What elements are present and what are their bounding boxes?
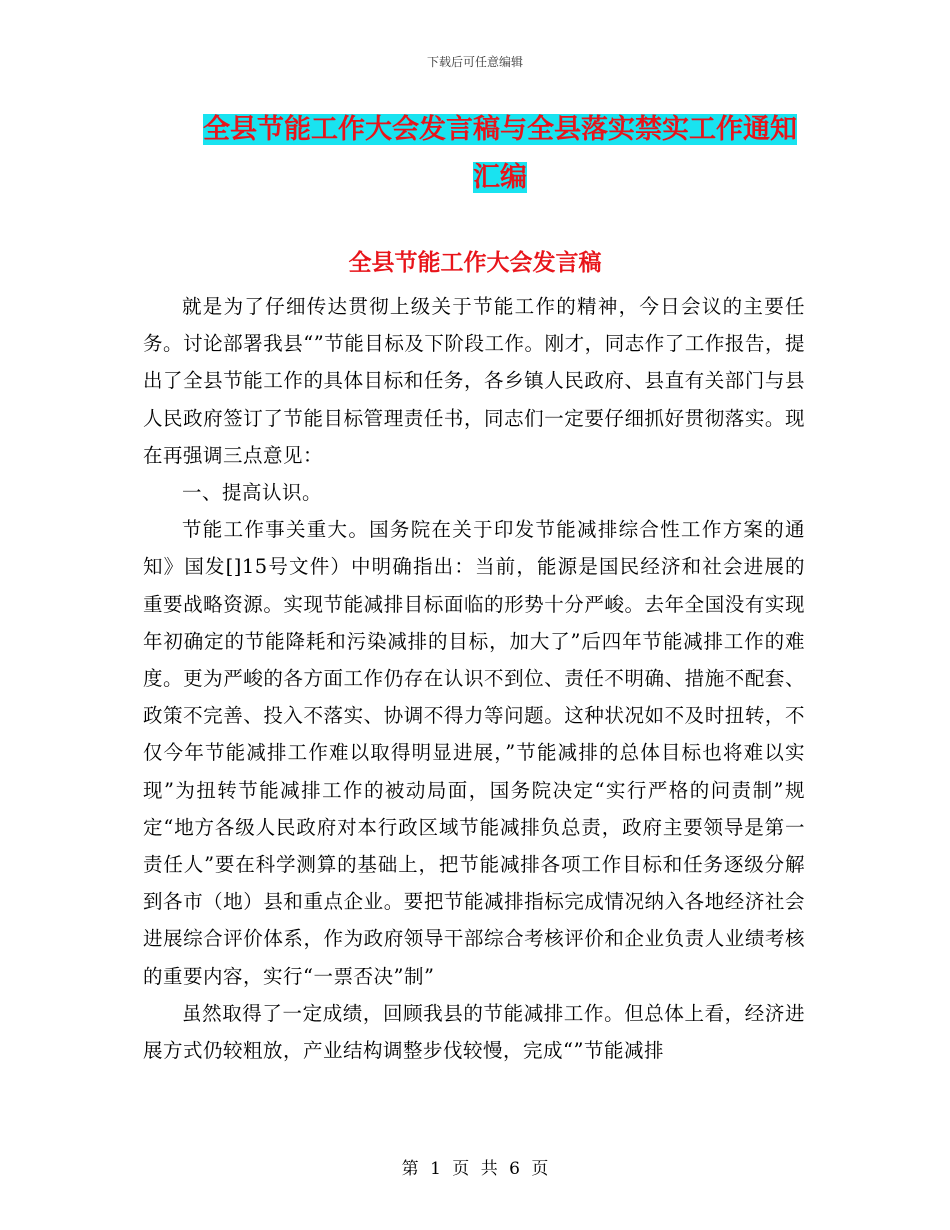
header-note: 下载后可任意编辑 — [426, 55, 523, 69]
body-text — [143, 288, 805, 1069]
document-title-text: 全县节能工作大会发言稿与全县落实禁实工作通知汇编 — [203, 114, 797, 193]
document-title — [190, 106, 810, 202]
paragraph: 就是为了仔细传达贯彻上级关于节能工作的精神，今日会议的主要任务。讨论部署我县“”节能目标及下阶段工作。刚才，同志作了工作报告，提出了全县节能工作的具体目标和任务，各乡镇人民政府、县直有关部门与县人民政府签订了节能目标管理责任书，同志们一定要仔细抓好贯彻落实。现在再强调三点意见： — [143, 295, 805, 467]
paragraph: 虽然取得了一定成绩，回顾我县的节能减排工作。但总体上看，经济进展方式仍较粗放，产业结构调整步伐较慢，完成“”节能减排 — [143, 1001, 805, 1063]
paragraph: 一、提高认识。 — [182, 481, 323, 505]
paragraph: 节能工作事关重大。国务院在关于印发节能减排综合性工作方案的通知》国发[]15号文件）中明确指出：当前，能源是国民经济和社会进展的重要战略资源。实现节能减排目标面临的形势十分严峻。去年全国没有实现年初确定的节能降耗和污染减排的目标，加大了”后四年节能减排工作的难度。更为严峻的各方面工作仍存在认识不到位、责任不明确、措施不配套、政策不完善、投入不落实、协调不得力等问题。这种状况如不及时扭转，不仅今年节能减排工作难以取得明显进展，”节能减排的总体目标也将难以实现”为扭转节能减排工作的被动局面，国务院决定“实行严格的问责制”规定“地方各级人民政府对本行政区域节能减排负总责，政府主要领导是第一责任人”要在科学测算的基础上，把节能减排各项工作目标和任务逐级分解到各市（地）县和重点企业。要把节能减排指标完成情况纳入各地经济社会进展综合评价体系，作为政府领导干部综合考核评价和企业负责人业绩考核的重要内容，实行“一票否决”制” — [143, 518, 805, 988]
page-number-footer: 第 1 页 共 6 页 — [401, 1159, 549, 1179]
section-title: 全县节能工作大会发言稿 — [348, 250, 602, 276]
